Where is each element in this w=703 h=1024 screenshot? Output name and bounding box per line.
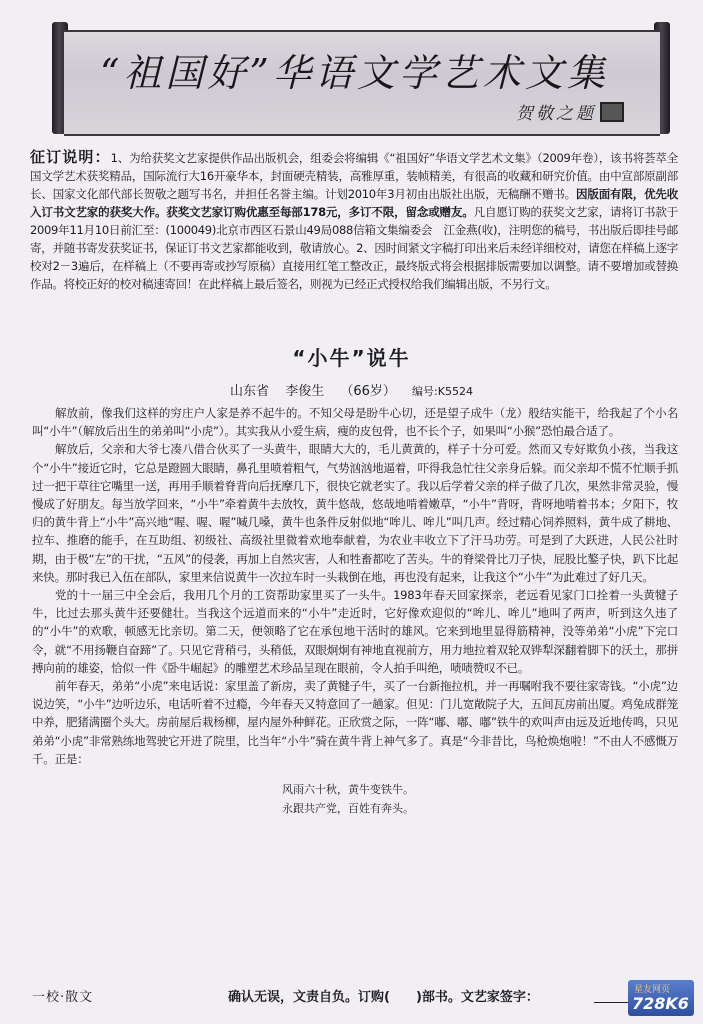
article-title: “小牛”说牛 bbox=[292, 346, 411, 370]
closing-poem bbox=[282, 780, 414, 818]
byline bbox=[0, 380, 703, 399]
subscription-notice bbox=[30, 148, 678, 293]
seal-stamp-icon bbox=[600, 102, 624, 122]
site-watermark bbox=[628, 980, 694, 1016]
paragraph: 解放后，父亲和大爷七凑八借合伙买了一头黄牛，眼睛大大的，毛儿黄黄的，样子十分可爱。然而又专好欺负小孩，当我这个“小牛”接近它时，它总是蹬圆大眼睛，鼻孔里喷着粗气，气势汹汹地逼着，吓得我急忙往父亲身后躲。而父亲却不慌不忙顺手抓过一把干草往它嘴里一送，再用手顺着脊背向后抚摩几下，很快它就老实了。我以后学着父亲的样子做了几次，果然非常灵验，慢慢成了好朋友。每当放学回来，“小牛”牵着黄牛去放牧，黄牛悠哉，悠哉地啃着嫩草，“小牛”背呀，背呀地啃着书本；夕阳下，牧归的黄牛背上“小牛”高兴地“喔、喔、喔”喊几嗓，黄牛也条件反射似地“哞儿、哞儿”叫几声。经过精心饲养照料，黄牛成了耕地、拉车、推磨的能手，在互助组、初级社、高级社里微着欢地奉献着，为农业丰收立下了汗马功劳。可是到了大跃进，人民公社时期，由于极“左”的干扰，“五风”的侵袭，再加上自然灾害，人和牲畜都吃了苦头。牛的脊梁骨比刀子快，屁股比鏊子快，趴下比起来快。那时我已入伍在部队，家里来信说黄牛一次拉车时一头栽倒在地，再也没有起来，让我这个“小牛”为此难过了好几天。 bbox=[32, 442, 678, 584]
title-banner bbox=[64, 30, 660, 136]
paragraph: 解放前，像我们这样的穷庄户人家是养不起牛的。不知父母是盼牛心切，还是望子成牛（龙）般结实能干，给我起了个小名叫“小牛”（解放后出生的弟弟叫“小虎”）。其实我从小爱生病，瘦的皮包骨，也不长个子，如果叫“小猴”恐怕最合适了。 bbox=[32, 406, 678, 439]
article-body bbox=[32, 404, 678, 768]
author-province: 山东省 bbox=[230, 384, 270, 399]
proof-label: 一校·散文 bbox=[32, 990, 94, 1005]
notice-text-2: 凡自愿订购的获奖文艺家，请将订书款于2009年11月10日前汇至：(100049)北京市西区石景山49局088信箱文集编委会 江金燕(收)，注明您的稿号，书出版后即挂号邮寄，并随书寄发获奖证书，保证订书文艺家都能收到，敬请放心。2、因时间紧文字稿打印出来后未经详细校对，请您在样稿上逐字校对2－3遍后，在样稿上（不要再寄或抄写原稿）直接用红笔工整改正，最终版式将会根据排版需要加以调整。请不要增加或替换作品。将校正好的校对稿速寄回！在此样稿上最后签名，则视为已经正式授权给我们编辑出版，不另行文。 bbox=[30, 205, 678, 291]
banner-title: “祖国好”华语文学艺术文集 bbox=[100, 51, 609, 95]
banner-signature: 贺敬之题 bbox=[516, 104, 596, 124]
notice-label: 征订说明： bbox=[30, 148, 111, 166]
paragraph: 党的十一届三中全会后，我用几个月的工资帮助家里买了一头牛。1983年春天回家探亲，老远看见家门口拴着一头黄犍子牛，比过去那头黄牛还要健壮。当我这个远道而来的“小牛”走近时，它好像欢迎似的“哞儿、哞儿”地叫了两声，听到这久违了的“小牛”的欢歌，顿感无比亲切。第二天，便领略了它在承包地干活时的雄风。它来到地里显得筋精神，没等弟弟“小虎”下完口令，就“不用扬鞭自奋蹄”了。只见它背稍弓，头稍低，双眼炯炯有神地直视前方，用力地拉着双轮双铧犁深翻着脚下的沃土，那拼搏向前的雄姿，恰似一件《卧牛崛起》的雕塑艺术珍品呈现在眼前，令人拍手叫绝，啧啧赞叹不已。 bbox=[32, 588, 678, 675]
entry-number: 编号:K5524 bbox=[412, 385, 473, 398]
author-age: （66岁） bbox=[340, 384, 396, 399]
notice-bold-text: 因版面有限，优先收入订书文艺家的获奖大作。获奖文艺家订购优惠至每部178元，多订不限，留念或赠友。 bbox=[30, 187, 678, 219]
poem-line: 风雨六十秋，黄牛变铁牛。 bbox=[282, 783, 414, 796]
poem-line: 永跟共产党，百姓有奔头。 bbox=[282, 802, 414, 815]
watermark-line-1: 星友网页 bbox=[634, 985, 671, 995]
author-name: 李俊生 bbox=[285, 384, 325, 399]
paragraph: 前年春天，弟弟“小虎”来电话说：家里盖了新房，卖了黄犍子牛，买了一台新拖拉机，并一再嘱咐我不要往家寄钱。“小虎”边说边笑，“小牛”边听边乐，电话听着不过瘾，今年春天又特意回了一趟家。但见：门儿宽敞院子大，五间瓦房前出厦。鸡兔成群笼中养，肥猪满圈个头大。房前屋后栽杨柳，屋内屋外种鲜花。正欣赏之际，一阵“嘟、嘟、嘟”铁牛的欢叫声由远及近地传鸣，只见弟弟“小虎”非常熟练地驾驶它开进了院里，比当年“小牛”骑在黄牛背上神气多了。真是“今非昔比，鸟枪焕炮啦！”不由人不感慨万千。正是： bbox=[32, 679, 678, 766]
confirmation-text: 确认无误，文责自负。订购( )部书。文艺家签字： bbox=[228, 990, 539, 1005]
watermark-line-2: 728K6 bbox=[632, 994, 689, 1013]
notice-text-1: 1、为给获奖文艺家提供作品出版机会，组委会将编辑《“祖国好”华语文学艺术文集》（2009年卷），该书将荟萃全国文学艺术获奖精品，国际流行大16开豪华本，封面硬壳精装，高雅厚重，装帧精美，有很高的收藏和研究价值。由中宣部原副部长、国家文化部代部长贺敬之题写书名，并担任名誉主编。计划2010年3月初由出版社出版，无稿酬不赠书。 bbox=[30, 151, 678, 201]
footer bbox=[32, 986, 672, 1006]
